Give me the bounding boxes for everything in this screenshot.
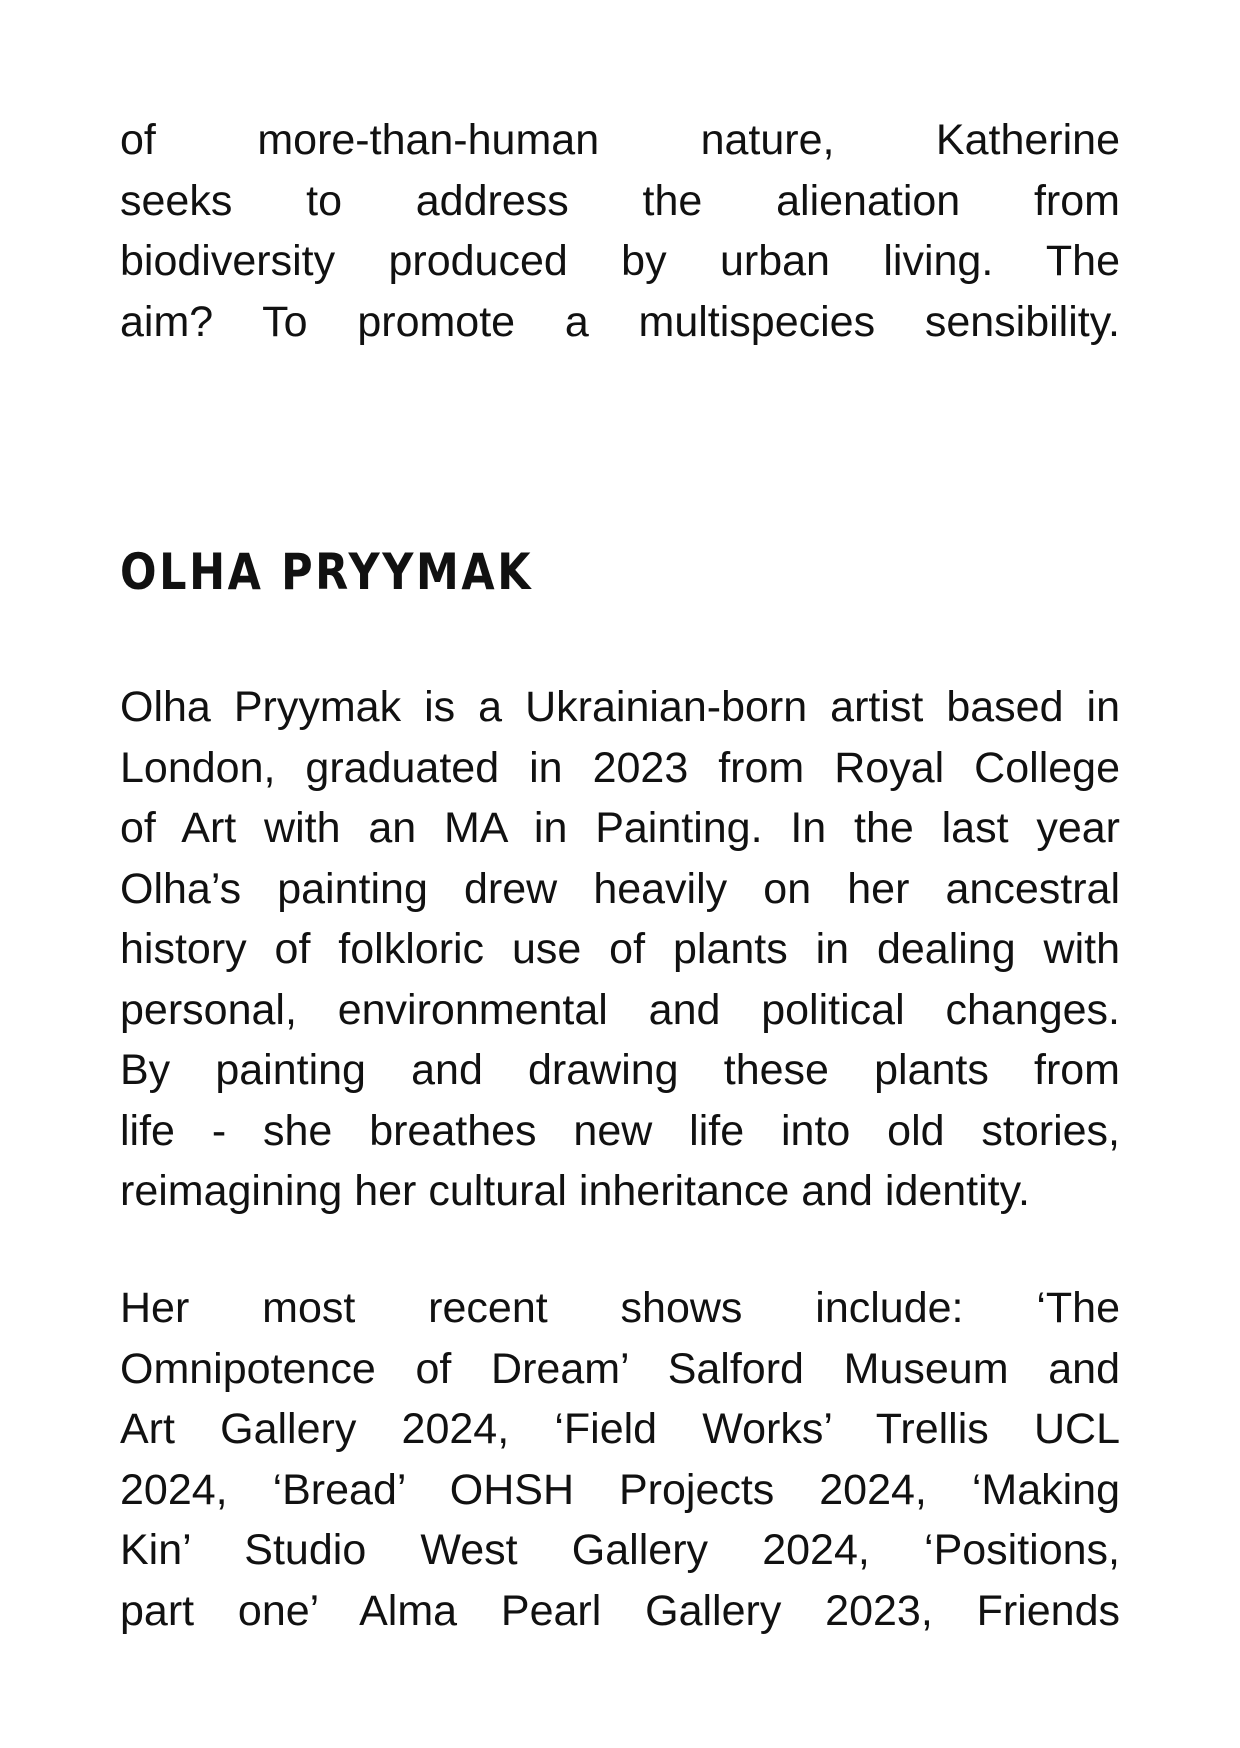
bio-line: of Art with an MA in Painting. In the last year [120,804,1120,852]
shows-line: Art Gallery 2024, ‘Field Works’ Trellis UCL [120,1405,1120,1453]
bio-line: Olha’s painting drew heavily on her ancestral [120,864,1120,913]
shows-paragraph [120,1278,1120,1641]
bio-line: personal, environmental and political changes. [120,985,1120,1034]
shows-line: part one’ Alma Pearl Gallery 2023, Friends [120,1586,1120,1635]
shows-line: 2024, ‘Bread’ OHSH Projects 2024, ‘Making [120,1465,1120,1514]
bio-line: Olha Pryymak is a Ukrainian-born artist based in [120,683,1120,731]
bio-line: history of folkloric use of plants in dealing with [120,925,1120,973]
bio-paragraph [120,677,1120,1222]
artist-name-heading: OLHA PRYYMAK [120,543,534,601]
intro-paragraph [120,110,1120,352]
intro-line: of more-than-human nature, Katherine [120,116,1120,164]
intro-line: seeks to address the alienation from [120,176,1120,225]
shows-line: Her most recent shows include: ‘The [120,1284,1120,1332]
bio-line: life - she breathes new life into old stories, [120,1106,1120,1155]
bio-line: By painting and drawing these plants from [120,1046,1120,1094]
shows-line: Omnipotence of Dream’ Salford Museum and [120,1344,1120,1393]
bio-line: reimagining her cultural inheritance and identity. [120,1167,1030,1215]
shows-line: Kin’ Studio West Gallery 2024, ‘Positions, [120,1526,1120,1574]
intro-line: aim? To promote a multispecies sensibility. [120,297,1120,346]
bio-line: London, graduated in 2023 from Royal College [120,743,1120,792]
document-page [120,110,1120,1635]
intro-line: biodiversity produced by urban living. The [120,237,1120,285]
